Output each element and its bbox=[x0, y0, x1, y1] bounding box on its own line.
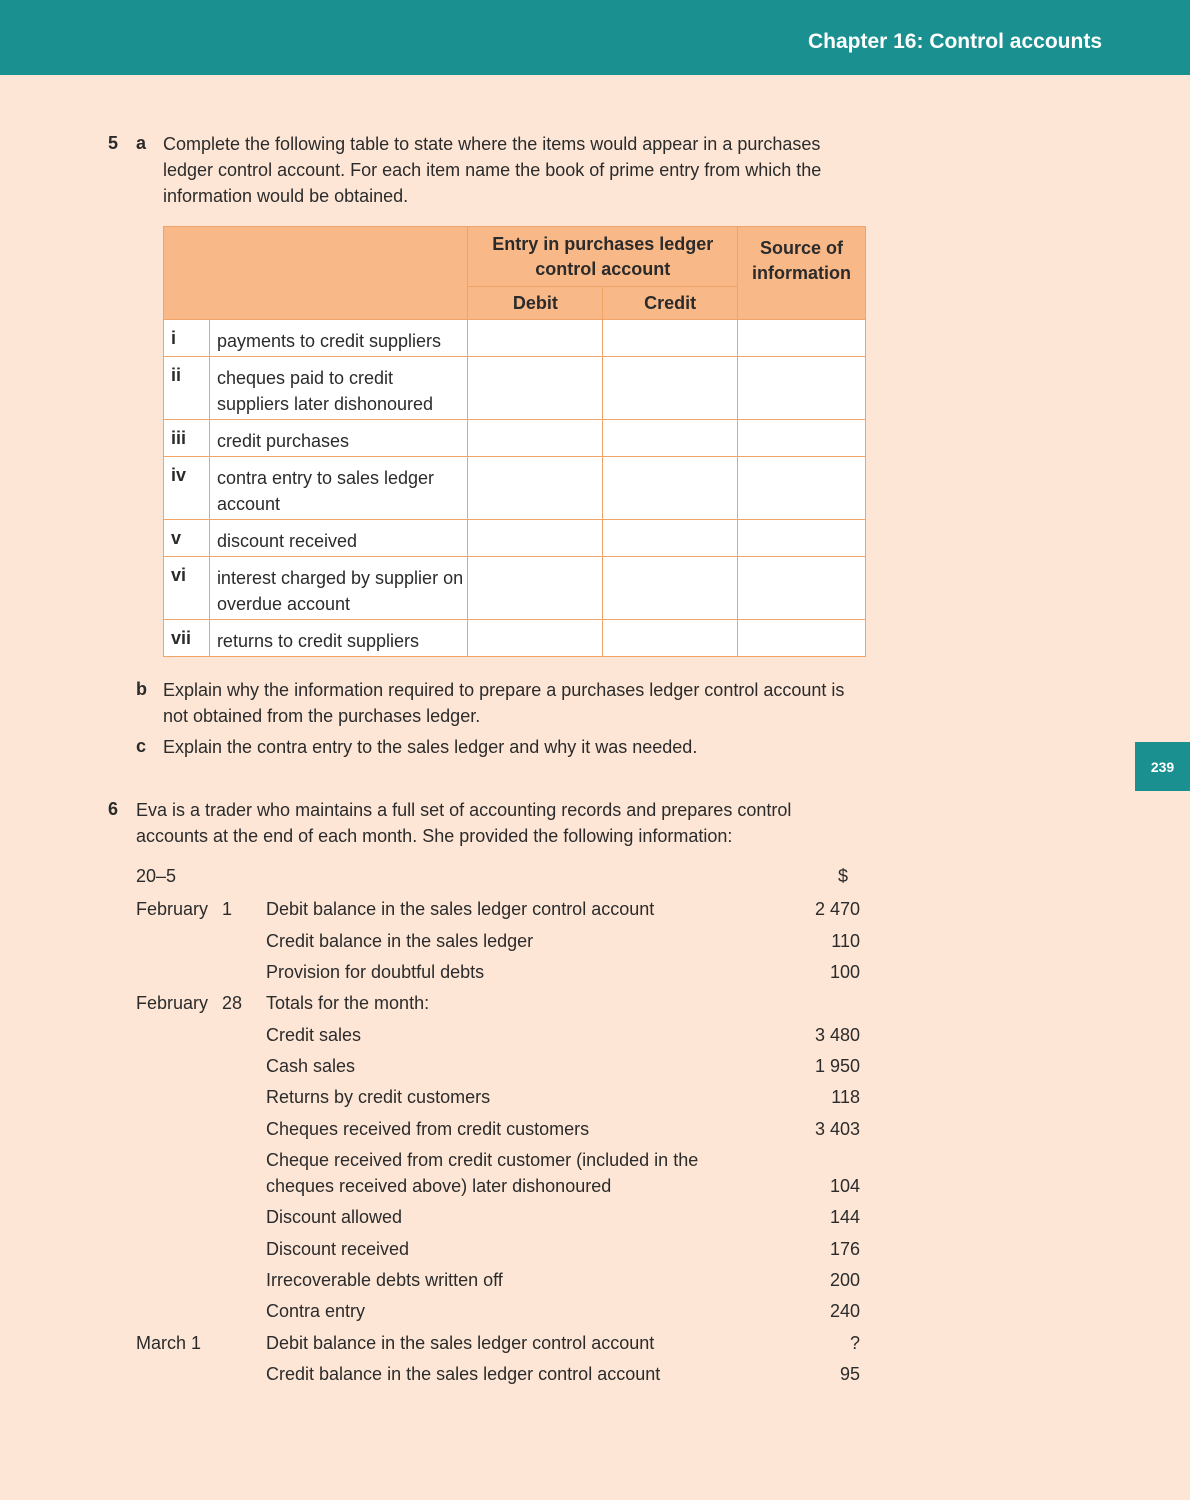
row-number: i bbox=[164, 320, 210, 357]
row-amount: 176 bbox=[829, 1239, 860, 1259]
row-desc: Discount allowed bbox=[266, 1207, 403, 1227]
row-amount: ? bbox=[849, 1333, 860, 1353]
q6-year: 20–5 bbox=[136, 866, 177, 886]
row-amount: 144 bbox=[829, 1207, 860, 1227]
credit-cell[interactable] bbox=[603, 420, 738, 457]
table-row bbox=[164, 557, 866, 620]
row-desc: Cash sales bbox=[266, 1056, 356, 1076]
row-item: contra entry to sales ledger account bbox=[209, 457, 468, 520]
table-row bbox=[164, 320, 866, 357]
text-line: Explain why the information required to prepare a purchases ledger control account is bbox=[163, 680, 845, 700]
table-header-blank bbox=[164, 227, 468, 320]
row-desc: Debit balance in the sales ledger control account bbox=[266, 899, 655, 919]
row-amount: 3 480 bbox=[814, 1025, 860, 1045]
text-line: information would be obtained. bbox=[163, 186, 409, 206]
row-number: iv bbox=[164, 457, 210, 520]
source-cell[interactable] bbox=[738, 620, 866, 657]
table-row bbox=[164, 520, 866, 557]
row-item: returns to credit suppliers bbox=[209, 620, 468, 657]
row-date: March 1 bbox=[136, 1333, 202, 1353]
question-5c-text: Explain the contra entry to the sales ledger and why it was needed. bbox=[163, 737, 698, 757]
text-line: not obtained from the purchases ledger. bbox=[163, 706, 481, 726]
row-desc: Credit sales bbox=[266, 1025, 362, 1045]
row-item: payments to credit suppliers bbox=[209, 320, 468, 357]
debit-cell[interactable] bbox=[468, 320, 603, 357]
row-desc: Credit balance in the sales ledger control account bbox=[266, 1364, 661, 1384]
question-5c-label: c bbox=[136, 736, 147, 756]
question-5b-label: b bbox=[136, 679, 147, 699]
text-line: Complete the following table to state where the items would appear in a purchases bbox=[163, 134, 821, 154]
credit-cell[interactable] bbox=[603, 520, 738, 557]
table-header-entry: Entry in purchases ledger control account bbox=[468, 227, 738, 287]
row-desc: Irrecoverable debts written off bbox=[266, 1270, 503, 1290]
row-amount: 110 bbox=[831, 931, 860, 951]
debit-cell[interactable] bbox=[468, 620, 603, 657]
debit-cell[interactable] bbox=[468, 520, 603, 557]
debit-cell[interactable] bbox=[468, 457, 603, 520]
question-5b-text bbox=[163, 677, 883, 729]
row-number: iii bbox=[164, 420, 210, 457]
row-desc: Totals for the month: bbox=[266, 993, 430, 1013]
source-cell[interactable] bbox=[738, 557, 866, 620]
credit-cell[interactable] bbox=[603, 620, 738, 657]
row-desc: Provision for doubtful debts bbox=[266, 962, 485, 982]
row-item: discount received bbox=[209, 520, 468, 557]
row-amount: 95 bbox=[839, 1364, 860, 1384]
question-5-number: 5 bbox=[108, 133, 119, 153]
credit-cell[interactable] bbox=[603, 357, 738, 420]
row-number: vii bbox=[164, 620, 210, 657]
row-item: cheques paid to credit suppliers later dishonoured bbox=[209, 357, 468, 420]
row-amount: 104 bbox=[829, 1176, 860, 1196]
debit-cell[interactable] bbox=[468, 557, 603, 620]
table-row bbox=[164, 620, 866, 657]
q6-currency: $ bbox=[837, 866, 848, 886]
row-item: credit purchases bbox=[209, 420, 468, 457]
row-day: 1 bbox=[222, 899, 233, 919]
table-row bbox=[164, 420, 866, 457]
row-day: 28 bbox=[222, 993, 243, 1013]
row-amount: 1 950 bbox=[814, 1056, 860, 1076]
chapter-title: Chapter 16: Control accounts bbox=[807, 30, 1102, 53]
row-desc: Returns by credit customers bbox=[266, 1087, 491, 1107]
table-header-source: Source of information bbox=[738, 227, 866, 320]
chapter-header bbox=[0, 0, 1190, 75]
table-row bbox=[164, 457, 866, 520]
text-line: Eva is a trader who maintains a full set of accounting records and prepares control bbox=[136, 800, 792, 820]
purchases-ledger-table bbox=[163, 226, 866, 657]
source-cell[interactable] bbox=[738, 520, 866, 557]
credit-cell[interactable] bbox=[603, 557, 738, 620]
table-row bbox=[164, 357, 866, 420]
credit-cell[interactable] bbox=[603, 457, 738, 520]
row-number: v bbox=[164, 520, 210, 557]
debit-cell[interactable] bbox=[468, 357, 603, 420]
row-amount: 100 bbox=[829, 962, 860, 982]
question-6-number: 6 bbox=[108, 799, 119, 819]
credit-cell[interactable] bbox=[603, 320, 738, 357]
source-cell[interactable] bbox=[738, 457, 866, 520]
source-cell[interactable] bbox=[738, 357, 866, 420]
row-amount: 2 470 bbox=[814, 899, 860, 919]
row-amount: 200 bbox=[829, 1270, 860, 1290]
row-date: February bbox=[136, 899, 209, 919]
row-desc: Credit balance in the sales ledger bbox=[266, 931, 534, 951]
table-header-credit: Credit bbox=[603, 287, 738, 320]
row-amount: 3 403 bbox=[814, 1119, 860, 1139]
row-item: interest charged by supplier on overdue account bbox=[209, 557, 468, 620]
table-header-debit: Debit bbox=[468, 287, 603, 320]
question-5a-label: a bbox=[136, 133, 147, 153]
source-cell[interactable] bbox=[738, 320, 866, 357]
debit-cell[interactable] bbox=[468, 420, 603, 457]
text-line: accounts at the end of each month. She provided the following information: bbox=[136, 826, 733, 846]
row-desc: Contra entry bbox=[266, 1301, 366, 1321]
source-cell[interactable] bbox=[738, 420, 866, 457]
question-5a-text bbox=[163, 131, 883, 209]
row-desc: Discount received bbox=[266, 1239, 410, 1259]
page-number-tab: 239 bbox=[1135, 742, 1190, 791]
row-number: ii bbox=[164, 357, 210, 420]
row-desc: Debit balance in the sales ledger control account bbox=[266, 1333, 655, 1353]
row-desc: Cheques received from credit customers bbox=[266, 1119, 590, 1139]
row-number: vi bbox=[164, 557, 210, 620]
row-desc: Cheque received from credit customer (included in the cheques received above) later dishonoured bbox=[266, 1150, 699, 1196]
row-amount: 118 bbox=[831, 1087, 860, 1107]
row-date: February bbox=[136, 993, 209, 1013]
text-line: ledger control account. For each item name the book of prime entry from which the bbox=[163, 160, 822, 180]
row-amount: 240 bbox=[829, 1301, 860, 1321]
question-6-intro bbox=[136, 797, 876, 849]
